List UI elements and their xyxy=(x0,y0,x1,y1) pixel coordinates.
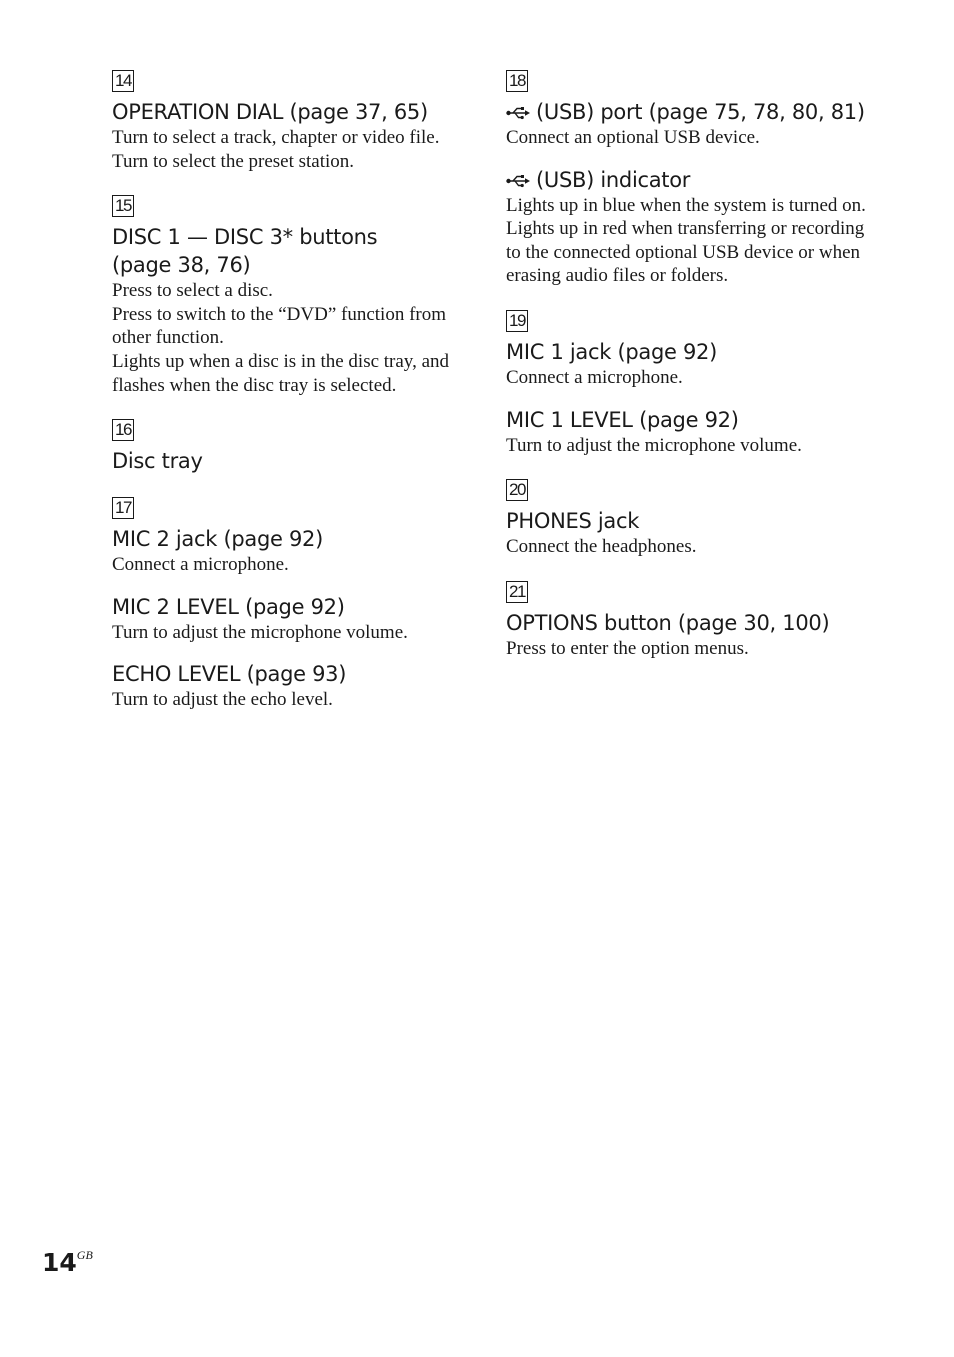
item-usb-port xyxy=(506,70,866,150)
item-number-badge: 14 xyxy=(112,70,134,92)
item-heading: MIC 1 LEVEL (page 92) xyxy=(506,407,739,432)
item-description: Lights up when a disc is in the disc tray, and flashes when the disc tray is selected. xyxy=(112,350,450,396)
usb-icon xyxy=(506,174,530,188)
item-heading: MIC 2 LEVEL (page 92) xyxy=(112,594,345,619)
item-description: Lights up in red when transferring or recording to the connected optional USB device or when erasing audio files or folders. xyxy=(506,218,865,287)
item-disc-buttons xyxy=(112,195,462,397)
item-mic1-jack xyxy=(506,310,866,390)
item-number-badge: 21 xyxy=(506,581,528,603)
item-phones-jack xyxy=(506,479,866,559)
item-heading-text: (USB) indicator xyxy=(536,167,691,192)
item-heading: OPERATION DIAL (page 37, 65) xyxy=(112,100,428,124)
item-operation-dial xyxy=(112,70,462,173)
item-description: Turn to select the preset station. xyxy=(112,150,355,172)
item-mic1-level xyxy=(506,406,866,458)
item-mic2-level xyxy=(112,593,462,645)
usb-icon xyxy=(506,106,530,120)
item-number-badge: 17 xyxy=(112,497,134,519)
item-heading: DISC 1 — DISC 3* buttons (page 38, 76) xyxy=(112,225,378,278)
region-code: GB xyxy=(76,1248,93,1262)
item-number-badge: 20 xyxy=(506,479,528,501)
item-description: Lights up in blue when the system is turned on. xyxy=(506,194,866,216)
item-heading: OPTIONS button (page 30, 100) xyxy=(506,610,830,635)
item-heading: MIC 1 jack (page 92) xyxy=(506,339,718,364)
item-heading xyxy=(506,166,866,194)
item-description: Turn to adjust the microphone volume. xyxy=(112,621,408,643)
page-number-value: 14 xyxy=(42,1248,77,1277)
item-heading: ECHO LEVEL (page 93) xyxy=(112,662,347,687)
left-column xyxy=(112,70,462,734)
item-heading: Disc tray xyxy=(112,449,203,474)
item-mic2-jack xyxy=(112,497,462,577)
item-description: Turn to adjust the echo level. xyxy=(112,689,333,711)
item-description: Connect a microphone. xyxy=(112,554,289,576)
item-description: Connect the headphones. xyxy=(506,536,697,558)
item-number-badge: 19 xyxy=(506,310,528,332)
item-heading-text: (USB) port (page 75, 78, 80, 81) xyxy=(536,100,865,124)
item-number-badge: 18 xyxy=(506,70,528,92)
right-column xyxy=(506,70,866,682)
item-heading xyxy=(506,98,866,126)
item-description: Turn to select a track, chapter or video file. xyxy=(112,127,440,148)
item-number-badge: 16 xyxy=(112,419,134,441)
item-echo-level xyxy=(112,660,462,712)
item-description: Connect a microphone. xyxy=(506,366,683,388)
item-description: Press to select a disc. xyxy=(112,280,273,302)
item-description: Connect an optional USB device. xyxy=(506,127,760,148)
item-description: Press to switch to the “DVD” function from other function. xyxy=(112,303,447,349)
item-usb-indicator xyxy=(506,166,866,288)
item-number-badge: 15 xyxy=(112,195,134,217)
item-heading: PHONES jack xyxy=(506,509,640,534)
item-heading: MIC 2 jack (page 92) xyxy=(112,527,324,552)
page-number xyxy=(42,1248,93,1277)
item-description: Press to enter the option menus. xyxy=(506,637,749,659)
item-options-button xyxy=(506,581,866,661)
item-description: Turn to adjust the microphone volume. xyxy=(506,434,802,456)
item-disc-tray xyxy=(112,419,462,475)
